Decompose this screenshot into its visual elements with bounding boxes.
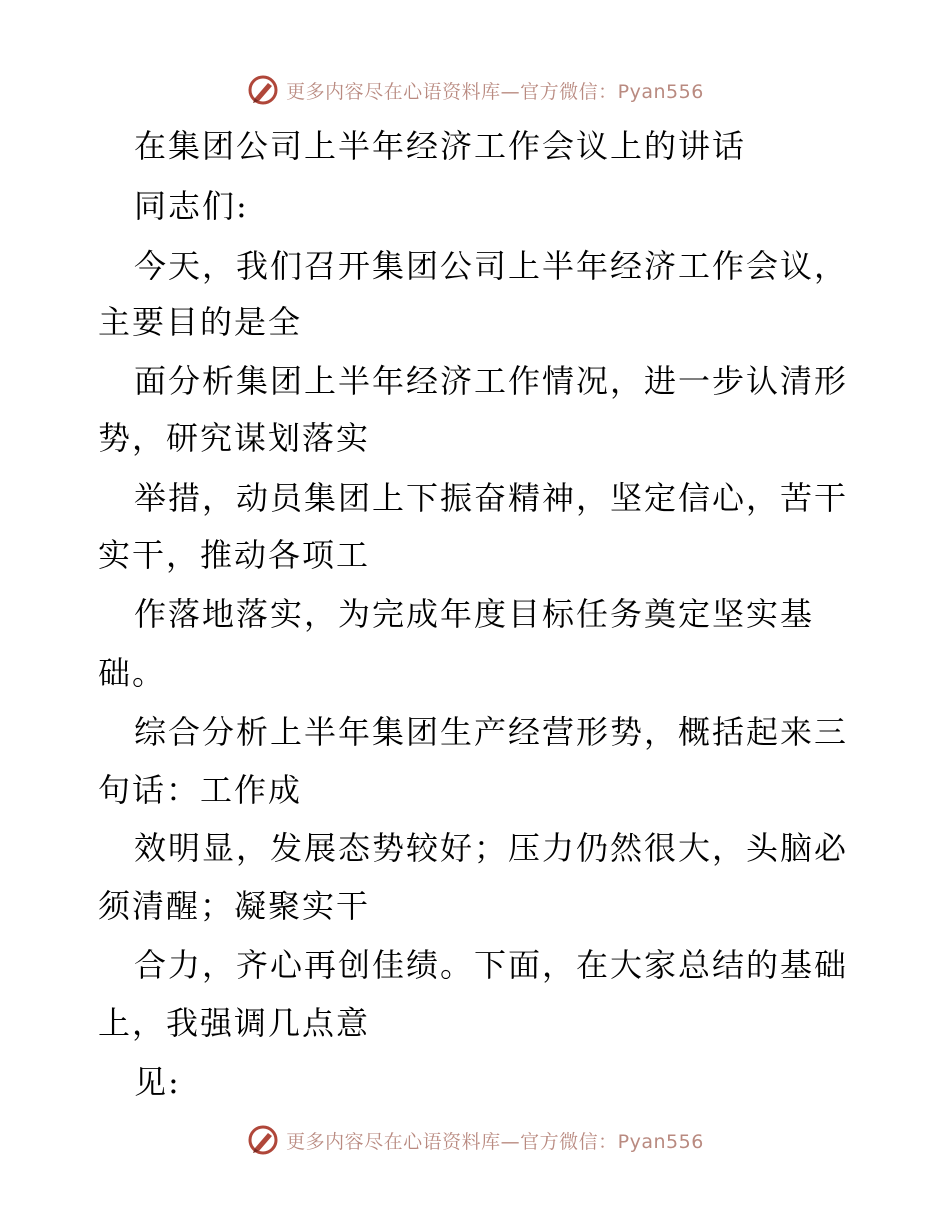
document-title: 在集团公司上半年经济工作会议上的讲话	[134, 127, 747, 165]
text-line: 句话：工作成	[98, 771, 303, 809]
text-line: 作落地落实，为完成年度目标任务奠定坚实基	[134, 595, 815, 633]
text-line: 实干，推动各项工	[98, 536, 371, 574]
text-line: 主要目的是全	[98, 303, 303, 341]
text-line: 效明显，发展态势较好；压力仍然很大，头脑必	[134, 829, 849, 867]
pen-circle-logo-icon	[246, 1123, 280, 1157]
text-line: 同志们:	[134, 187, 249, 225]
text-line: 础。	[98, 654, 167, 692]
text-line: 势，研究谋划落实	[98, 419, 371, 457]
text-line: 须清醒；凝聚实干	[98, 887, 371, 925]
text-line: 面分析集团上半年经济工作情况，进一步认清形	[134, 362, 849, 400]
text-line: 合力，齐心再创佳绩。下面，在大家总结的基础	[134, 946, 849, 984]
text-line: 举措，动员集团上下振奋精神，坚定信心，苦干	[134, 479, 849, 517]
text-line: 上，我强调几点意	[98, 1004, 371, 1042]
text-line: 今天，我们召开集团公司上半年经济工作会议，	[134, 247, 849, 285]
footer-watermark	[0, 1120, 950, 1160]
text-line: 见:	[134, 1063, 181, 1101]
text-line: 综合分析上半年集团生产经营形势，概括起来三	[134, 713, 849, 751]
watermark-text: 更多内容尽在心语资料库—官方微信：Pyan556	[286, 80, 704, 103]
watermark-text: 更多内容尽在心语资料库—官方微信：Pyan556	[286, 1130, 704, 1153]
